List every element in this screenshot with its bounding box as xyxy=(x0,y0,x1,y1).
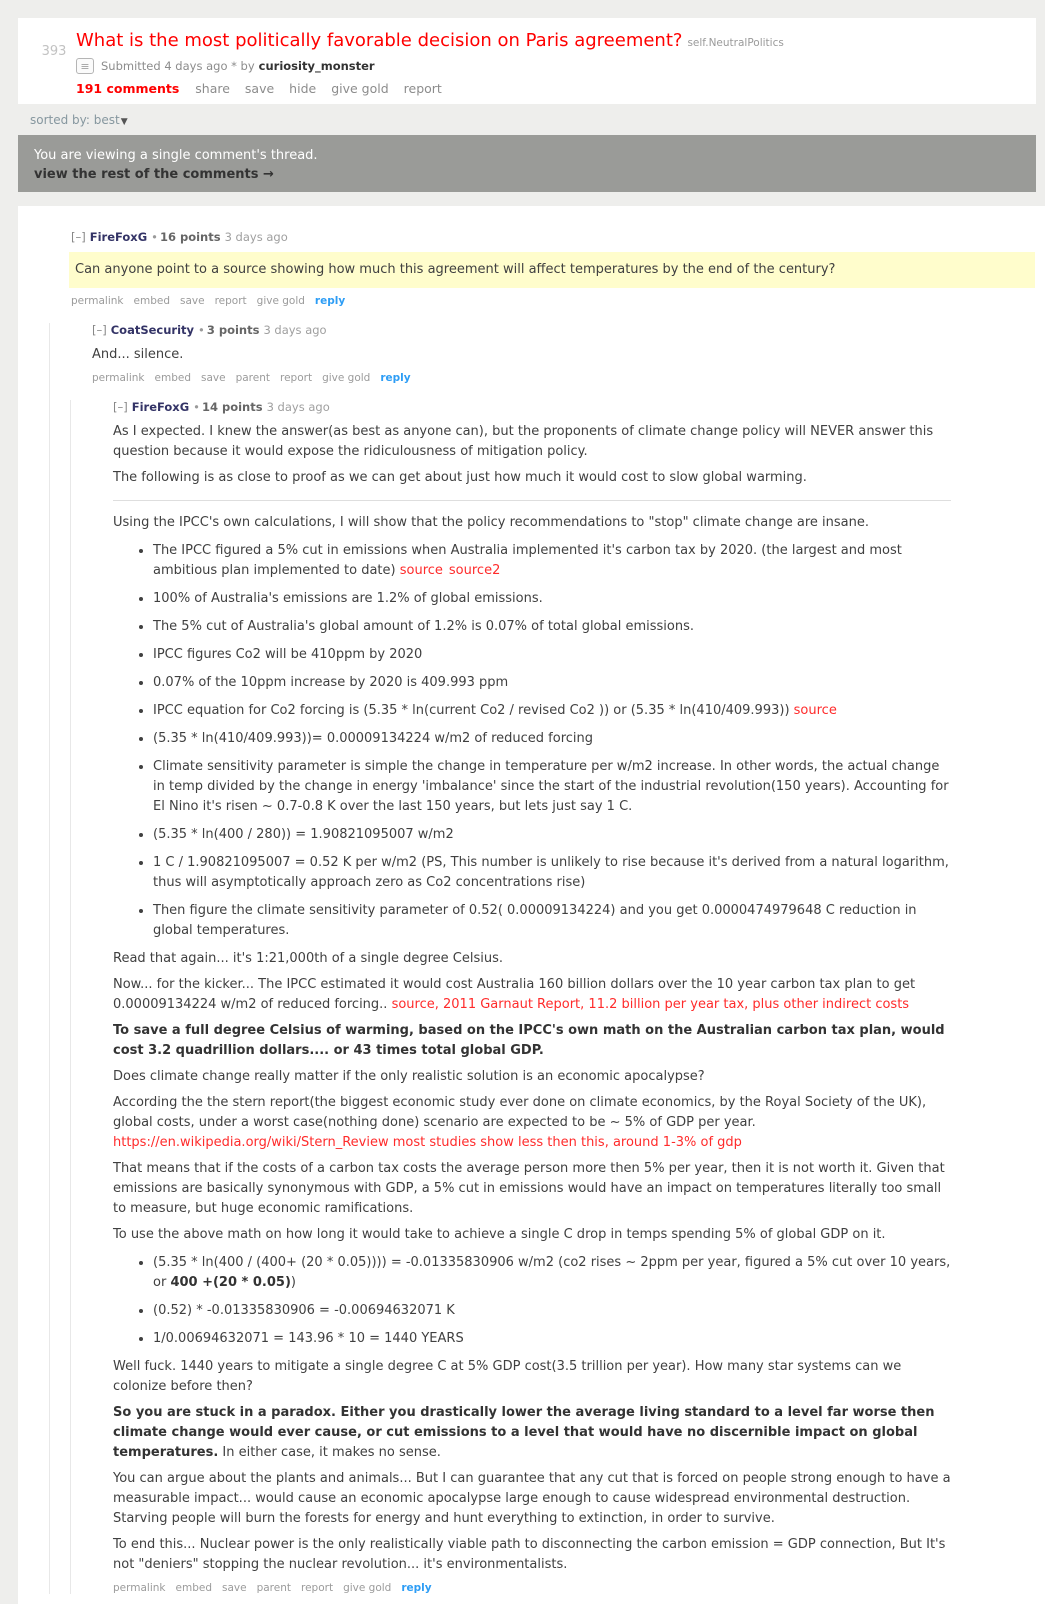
collapse-button[interactable]: [–] xyxy=(71,230,86,244)
reply-link[interactable]: reply xyxy=(401,1582,432,1594)
paragraph: To use the above math on how long it would take to achieve a single C drop in temps spending 5% of global GDP on it. xyxy=(113,1227,886,1242)
list-item: • 0.07% of the 10ppm increase by 2020 is 409.993 ppm xyxy=(153,673,951,693)
post-tagline xyxy=(76,58,1026,74)
separator-dot: • xyxy=(151,230,158,244)
list-item-text: IPCC equation for Co2 forcing is (5.35 * ln(current Co2 / revised Co2 )) or (5.35 * ln(410/409.993)) xyxy=(153,703,794,718)
hide-link[interactable]: hide xyxy=(289,81,317,96)
comment-text: And... silence. xyxy=(92,347,184,362)
comment-author-link[interactable]: FireFoxG xyxy=(131,400,190,414)
list-item: • IPCC figures Co2 will be 410ppm by 2020 xyxy=(153,645,951,665)
source-link[interactable]: source xyxy=(399,563,443,578)
source-link[interactable]: source xyxy=(793,703,837,718)
notice-text: You are viewing a single comment's thread. xyxy=(34,148,318,163)
bold-text: 400 +(20 * 0.05) xyxy=(170,1275,291,1290)
list-item: • Climate sensitivity parameter is simple the change in temperature per w/m2 increase. In other words, the actual change in temp divided by the change in energy 'imbalance' since the start of the industrial revolution(150 years). Accounting for El Nino it's risen ~ 0.7-0.8 K over the last 150 years, but lets just say 1 C. xyxy=(153,757,951,817)
paragraph xyxy=(113,1403,951,1463)
list-item-text: (5.35 * ln(400 / (400+ (20 * 0.05)))) = -0.01335830906 w/m2 (co2 rises ~ 2ppm per year, figured a 5% cut over 10 years, or xyxy=(153,1255,951,1290)
list-item: • (5.35 * ln(410/409.993))= 0.00009134224 w/m2 of reduced forcing xyxy=(153,729,951,749)
comment-author-link[interactable]: CoatSecurity xyxy=(110,323,195,337)
comment-score: 14 points xyxy=(201,400,263,414)
single-thread-notice xyxy=(18,135,1036,192)
paragraph-text: In either case, it makes no sense. xyxy=(218,1445,441,1460)
list-item: • Then figure the climate sensitivity parameter of 0.52( 0.00009134224) and you get 0.0000474979648 C reduction in global temperatures. xyxy=(153,901,951,941)
comment-timestamp: 3 days ago xyxy=(263,323,327,337)
garnaut-source-link[interactable]: source, 2011 Garnaut Report, 11.2 billion per year tax, plus other indirect costs xyxy=(391,997,910,1012)
list-item xyxy=(153,1253,951,1293)
comment-coatsecurity xyxy=(70,323,1035,1594)
list-item: • 1 C / 1.90821095007 = 0.52 K per w/m2 (PS, This number is unlikely to rise because it's derived from a natural logarithm, thus will asymptotically approach zero as Co2 concentrations rise) xyxy=(153,853,951,893)
bullet-list xyxy=(113,541,951,941)
comment-score: 3 points xyxy=(206,323,260,337)
post-score: 393 xyxy=(41,44,67,59)
comment-score: 16 points xyxy=(159,230,221,244)
paragraph: Does climate change really matter if the only realistic solution is an economic apocalypse? xyxy=(113,1069,705,1084)
paragraph-bold xyxy=(113,1021,951,1061)
post-domain[interactable]: self.NeutralPolitics xyxy=(687,37,784,49)
comment-timestamp: 3 days ago xyxy=(224,230,288,244)
comment-timestamp: 3 days ago xyxy=(266,400,330,414)
sort-dropdown[interactable]: best xyxy=(93,113,120,127)
save-comment-link[interactable]: save xyxy=(200,372,226,384)
embed-link[interactable]: embed xyxy=(175,1582,212,1594)
paragraph: Using the IPCC's own calculations, I will show that the policy recommendations to "stop" climate change are insane. xyxy=(113,515,869,530)
sort-bar xyxy=(30,113,1045,127)
comment-firefoxg-16 xyxy=(49,230,1035,1594)
paragraph: Well fuck. 1440 years to mitigate a single degree C at 5% GDP cost(3.5 trillion per year). How many star systems can we colonize before then? xyxy=(113,1359,902,1394)
separator-dot: • xyxy=(193,400,200,414)
give-gold-comment-link[interactable]: give gold xyxy=(256,295,305,307)
divider xyxy=(113,500,951,501)
report-link[interactable]: report xyxy=(403,81,442,96)
paragraph-text: Now... for the kicker... The IPCC estimated it would cost Australia 160 billion dollars over the 10 year carbon tax plan to get 0.00009134224 w/m2 of reduced forcing.. xyxy=(113,977,916,1012)
share-link[interactable]: share xyxy=(195,81,230,96)
list-item: • 100% of Australia's emissions are 1.2% of global emissions. xyxy=(153,589,951,609)
paragraph: That means that if the costs of a carbon tax costs the average person more then 5% per year, then it is not worth it. Given that emissions are basically synonymous with GDP, a 5% cut in emissions would have an impact on temperatures literally too small to measure, but huge economic ramifications. xyxy=(113,1161,945,1216)
comment-area xyxy=(18,206,1045,1604)
view-rest-comments-link[interactable]: view the rest of the comments → xyxy=(34,167,274,182)
sort-dropdown-arrow-icon[interactable]: ▼ xyxy=(120,117,128,127)
bold-text: So you are stuck in a paradox. Either you drastically lower the average living standard to a level far worse then climate change would ever cause, or cut emissions to a level that would have no discernible impact on global temperatures. xyxy=(113,1405,935,1460)
permalink-link[interactable]: permalink xyxy=(71,295,124,307)
comment-body xyxy=(113,422,1035,1575)
list-item xyxy=(153,701,951,721)
text-post-icon: ≡ xyxy=(76,58,94,74)
bullet-list xyxy=(113,1253,951,1349)
paragraph: The following is as close to proof as we can get about just how much it would cost to slow global warming. xyxy=(113,470,807,485)
report-comment-link[interactable]: report xyxy=(280,372,313,384)
paragraph: Read that again... it's 1:21,000th of a single degree Celsius. xyxy=(113,951,503,966)
sort-label: sorted by: xyxy=(30,113,94,127)
separator-dot: • xyxy=(198,323,205,337)
list-item: • (0.52) * -0.01335830906 = -0.00694632071 K xyxy=(153,1301,951,1321)
collapse-button[interactable]: [–] xyxy=(92,323,107,337)
list-item-text: ) xyxy=(290,1275,296,1290)
post-header xyxy=(18,18,1036,104)
list-item-text: The IPCC figured a 5% cut in emissions when Australia implemented it's carbon tax by 2020. (the largest and most ambitious plan implemented to date) xyxy=(153,543,902,578)
post-author-link[interactable]: curiosity_monster xyxy=(258,59,375,73)
submitted-text: Submitted 4 days ago * by xyxy=(101,59,255,73)
parent-link[interactable]: parent xyxy=(235,372,270,384)
list-item xyxy=(153,541,951,581)
parent-link[interactable]: parent xyxy=(256,1582,291,1594)
embed-link[interactable]: embed xyxy=(154,372,191,384)
save-comment-link[interactable]: save xyxy=(221,1582,247,1594)
give-gold-comment-link[interactable]: give gold xyxy=(322,372,371,384)
paragraph: To end this... Nuclear power is the only realistically viable path to disconnecting the carbon emission = GDP connection, But It's not "deniers" stopping the nuclear revolution... it's environmentalists. xyxy=(113,1537,946,1572)
reply-link[interactable]: reply xyxy=(380,372,411,384)
comment-author-link[interactable]: FireFoxG xyxy=(89,230,148,244)
source2-link[interactable]: source2 xyxy=(448,563,501,578)
paragraph: As I expected. I knew the answer(as best as anyone can), but the proponents of climate change policy will NEVER answer this question because it would expose the ridiculousness of mitigation policy. xyxy=(113,424,934,459)
comment-text: Can anyone point to a source showing how much this agreement will affect temperatures by the end of the century? xyxy=(75,262,836,277)
bold-text: To save a full degree Celsius of warming, based on the IPCC's own math on the Australian carbon tax plan, would cost 3.2 quadrillion dollars.... or 43 times total global GDP. xyxy=(113,1023,945,1058)
list-item: • The 5% cut of Australia's global amount of 1.2% is 0.07% of total global emissions. xyxy=(153,617,951,637)
stern-review-link[interactable]: https://en.wikipedia.org/wiki/Stern_Review most studies show less then this, around 1-3% of gdp xyxy=(113,1135,742,1150)
save-link[interactable]: save xyxy=(244,81,275,96)
comment-body-highlighted xyxy=(69,252,1035,288)
permalink-link[interactable]: permalink xyxy=(113,1582,166,1594)
paragraph-text: According the the stern report(the biggest economic study ever done on climate economics, by the Royal Society of the UK), global costs, under a worst case(nothing done) scenario are expected to be ~ 5% of GDP per year. xyxy=(113,1095,927,1130)
comment-body xyxy=(92,345,1035,365)
comment-firefoxg-14 xyxy=(91,400,1035,1594)
give-gold-link[interactable]: give gold xyxy=(331,81,389,96)
list-item: • (5.35 * ln(400 / 280)) = 1.90821095007 w/m2 xyxy=(153,825,951,845)
paragraph xyxy=(113,975,951,1015)
save-comment-link[interactable]: save xyxy=(179,295,205,307)
report-comment-link[interactable]: report xyxy=(301,1582,334,1594)
paragraph: You can argue about the plants and animals... But I can guarantee that any cut that is forced on people strong enough to have a measurable impact... would cause an economic apocalypse large enough to cause widespread environmental destruction. Starving people will burn the forests for energy and hunt everything to extinction, in order to survive. xyxy=(113,1471,951,1526)
embed-link[interactable]: embed xyxy=(133,295,170,307)
list-item: • 1/0.00694632071 = 143.96 * 10 = 1440 YEARS xyxy=(153,1329,951,1349)
comments-count-link[interactable]: 191 comments xyxy=(76,81,180,96)
paragraph xyxy=(113,1093,951,1153)
permalink-link[interactable]: permalink xyxy=(92,372,145,384)
collapse-button[interactable]: [–] xyxy=(113,400,128,414)
post-title-link[interactable]: What is the most politically favorable decision on Paris agreement? xyxy=(76,30,683,51)
reply-link[interactable]: reply xyxy=(314,295,346,307)
report-comment-link[interactable]: report xyxy=(214,295,247,307)
give-gold-comment-link[interactable]: give gold xyxy=(343,1582,392,1594)
